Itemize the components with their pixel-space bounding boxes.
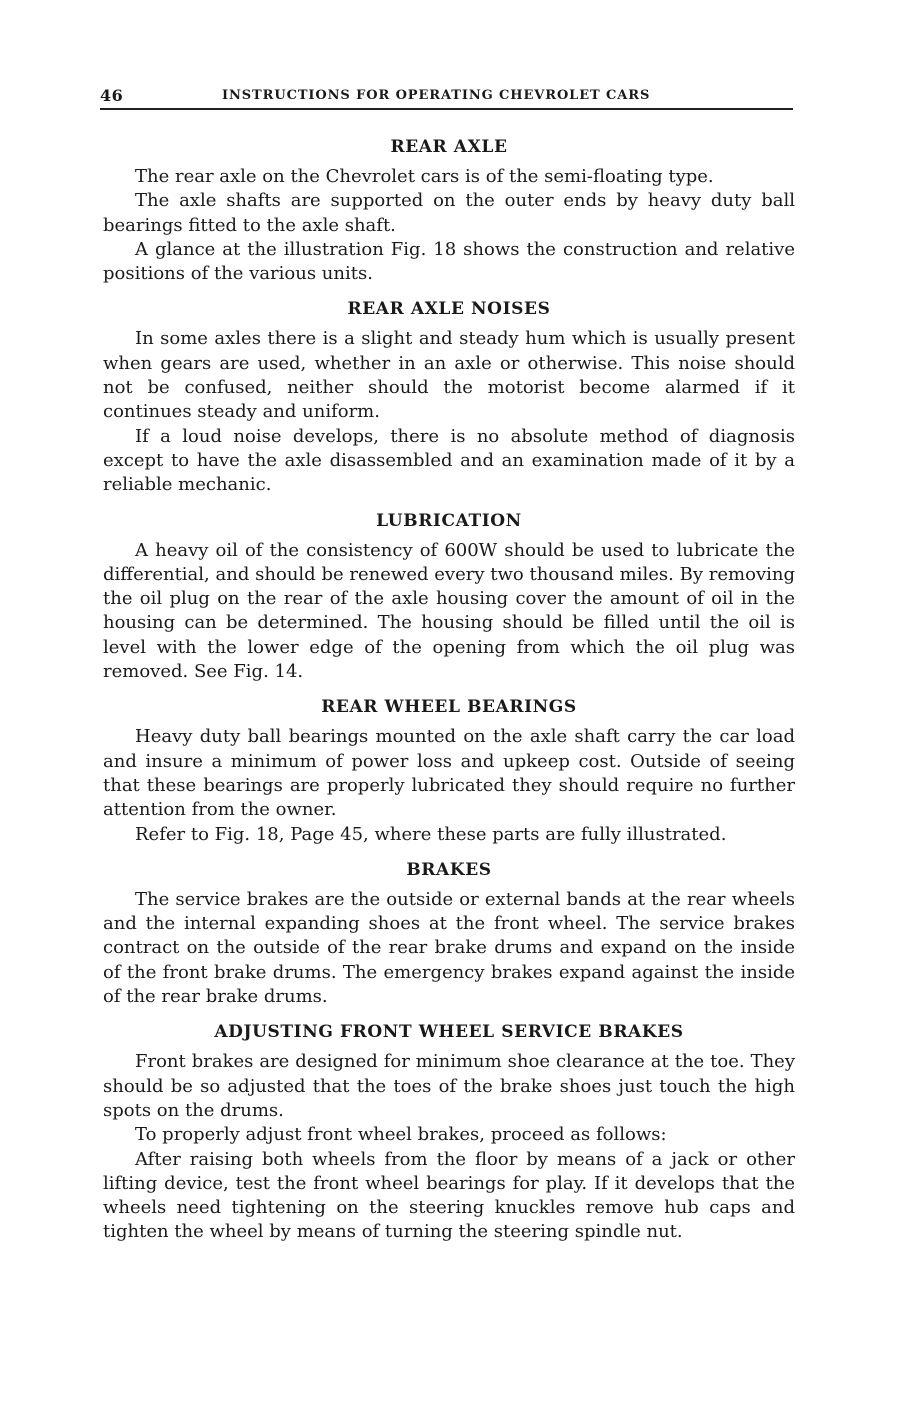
section-rear-axle (103, 136, 795, 286)
section-heading: ADJUSTING FRONT WHEEL SERVICE BRAKES (214, 1022, 684, 1043)
paragraph: To properly adjust front wheel brakes, proceed as follows: (135, 1124, 667, 1146)
paragraph: Front brakes are designed for minimum shoe clearance at the toe. They should be so adjusted that the toes of the brake shoes just touch the high spots on the drums. (103, 1051, 795, 1121)
section-heading: LUBRICATION (376, 510, 522, 531)
section-heading: REAR AXLE NOISES (347, 299, 551, 320)
page-body (103, 136, 795, 1245)
section-rear-wheel-bearings (103, 696, 795, 846)
paragraph: Refer to Fig. 18, Page 45, where these parts are fully illustrated. (135, 823, 727, 845)
paragraph: The rear axle on the Chevrolet cars is of the semi-floating type. (135, 166, 714, 187)
section-heading: BRAKES (406, 859, 492, 880)
section-rear-axle-noises (103, 298, 795, 497)
paragraph: If a loud noise develops, there is no absolute method of diagnosis except to have the axle disassembled and an examination made of it by a reliable mechanic. (103, 425, 795, 496)
running-title: INSTRUCTIONS FOR OPERATING CHEVROLET CARS (222, 88, 651, 103)
section-heading: REAR AXLE (390, 137, 508, 157)
section-lubrication (103, 510, 795, 685)
paragraph: After raising both wheels from the floor by means of a jack or other lifting device, test the front wheel bearings for play. If it develops that the wheels need tightening on the steering knuckles remove hub caps and tighten the wheel by means of turning the steering spindle nut. (103, 1148, 795, 1243)
paragraph: The service brakes are the outside or external bands at the rear wheels and the internal expanding shoes at the front wheel. The service brakes contract on the outside of the rear brake drums and expand on the inside of the front brake drums. The emergency brakes expand against the inside of the rear brake drums. (103, 888, 795, 1008)
section-adjusting-front-wheel-service-brakes (103, 1021, 795, 1244)
section-heading: REAR WHEEL BEARINGS (321, 697, 577, 718)
paragraph: Heavy duty ball bearings mounted on the axle shaft carry the car load and insure a minimum of power loss and upkeep cost. Outside of seeing that these bearings are properly lubricated they should require no further attention from the owner. (103, 726, 795, 821)
paragraph: In some axles there is a slight and steady hum which is usually present when gears are used, whether in an axle or otherwise. This noise should not be confused, neither should the motorist become alarmed if it continues steady and uniform. (103, 328, 795, 423)
page-number: 46 (100, 86, 124, 105)
paragraph: The axle shafts are supported on the outer ends by heavy duty ball bearings fitted to the axle shaft. (103, 190, 795, 236)
paragraph: A glance at the illustration Fig. 18 shows the construction and relative positions of the various units. (103, 238, 795, 285)
page-header (100, 86, 793, 110)
section-brakes (103, 859, 795, 1009)
paragraph: A heavy oil of the consistency of 600W should be used to lubricate the differential, and should be renewed every two thousand miles. By removing the oil plug on the rear of the axle housing cover the amount of oil in the housing can be determined. The housing should be filled until the oil is level with the lower edge of the opening from which the oil plug was removed. See Fig. 14. (103, 539, 795, 683)
